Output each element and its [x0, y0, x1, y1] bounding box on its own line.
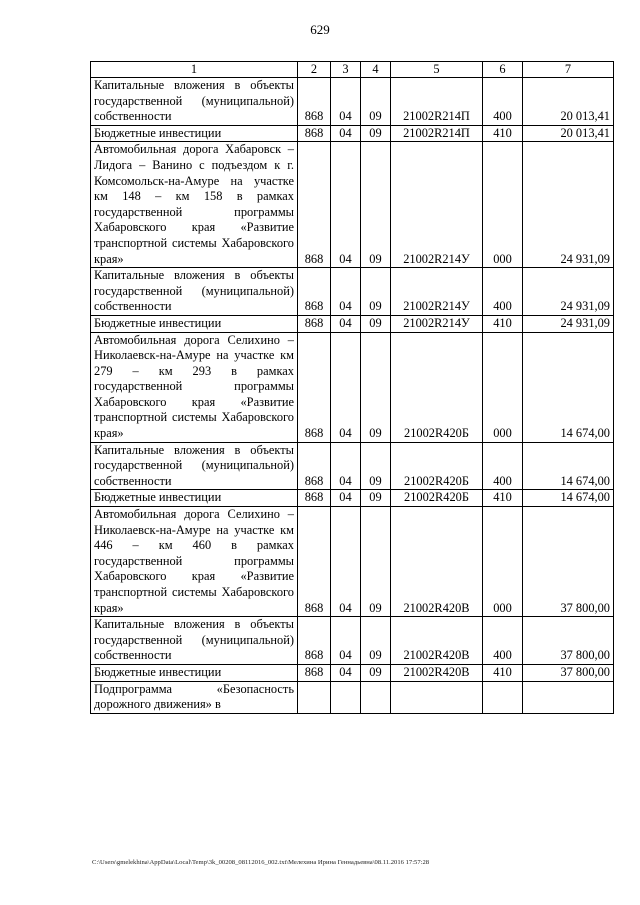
item-name: Бюджетные инвестиции — [91, 490, 298, 507]
expense-type: 410 — [483, 315, 523, 332]
target-article: 21002R420Б — [391, 332, 483, 442]
subsection-code: 09 — [361, 442, 391, 490]
section-code: 04 — [331, 507, 361, 617]
column-header: 4 — [361, 62, 391, 78]
ministry-code: 868 — [298, 78, 331, 126]
amount: 20 013,41 — [523, 125, 614, 142]
page-number: 629 — [310, 22, 330, 37]
budget-table — [90, 61, 614, 714]
table-row — [91, 268, 614, 316]
table-row — [91, 78, 614, 126]
item-name: Автомобильная дорога Селихино – Николаевск-на-Амуре на участке км 279 – км 293 в рамках государственной программы Хабаровского края «Развитие транспортной системы Хабаровского края» — [91, 332, 298, 442]
ministry-code: 868 — [298, 268, 331, 316]
target-article: 21002R420В — [391, 617, 483, 665]
item-name: Капитальные вложения в объекты государственной (муниципальной) собственности — [91, 617, 298, 665]
amount: 24 931,09 — [523, 142, 614, 268]
item-name: Бюджетные инвестиции — [91, 664, 298, 681]
ministry-code: 868 — [298, 332, 331, 442]
ministry-code: 868 — [298, 315, 331, 332]
table-row — [91, 664, 614, 681]
amount: 14 674,00 — [523, 332, 614, 442]
amount: 14 674,00 — [523, 490, 614, 507]
ministry-code: 868 — [298, 442, 331, 490]
subsection-code: 09 — [361, 78, 391, 126]
section-code: 04 — [331, 315, 361, 332]
table-row — [91, 617, 614, 665]
target-article: 21002R420Б — [391, 442, 483, 490]
section-code: 04 — [331, 664, 361, 681]
subsection-code: 09 — [361, 125, 391, 142]
target-article: 21002R420В — [391, 507, 483, 617]
column-header: 3 — [331, 62, 361, 78]
ministry-code: 868 — [298, 507, 331, 617]
amount: 20 013,41 — [523, 78, 614, 126]
table-row — [91, 142, 614, 268]
section-code: 04 — [331, 617, 361, 665]
subsection-code: 09 — [361, 507, 391, 617]
subsection-code: 09 — [361, 617, 391, 665]
expense-type: 400 — [483, 617, 523, 665]
table-row — [91, 125, 614, 142]
subsection-code: 09 — [361, 315, 391, 332]
item-name: Бюджетные инвестиции — [91, 315, 298, 332]
target-article — [391, 681, 483, 713]
item-name: Автомобильная дорога Хабаровск – Лидога – Ванино с подъездом к г. Комсомольск-на-Амуре на участке км 148 – км 158 в рамках государственной программы Хабаровского края «Развитие транспортной системы Хабаровского края» — [91, 142, 298, 268]
column-header: 2 — [298, 62, 331, 78]
item-name: Подпрограмма «Безопасность дорожного движения» в — [91, 681, 298, 713]
expense-type — [483, 681, 523, 713]
table-row — [91, 442, 614, 490]
table-row — [91, 681, 614, 713]
amount: 24 931,09 — [523, 268, 614, 316]
subsection-code — [361, 681, 391, 713]
section-code: 04 — [331, 125, 361, 142]
ministry-code: 868 — [298, 490, 331, 507]
expense-type: 000 — [483, 142, 523, 268]
section-code: 04 — [331, 78, 361, 126]
item-name: Автомобильная дорога Селихино – Николаевск-на-Амуре на участке км 446 – км 460 в рамках государственной программы Хабаровского края «Развитие транспортной системы Хабаровского края» — [91, 507, 298, 617]
section-code — [331, 681, 361, 713]
table-row — [91, 332, 614, 442]
column-header: 7 — [523, 62, 614, 78]
expense-type: 410 — [483, 490, 523, 507]
target-article: 21002R420В — [391, 664, 483, 681]
ministry-code: 868 — [298, 142, 331, 268]
ministry-code: 868 — [298, 617, 331, 665]
subsection-code: 09 — [361, 332, 391, 442]
amount: 37 800,00 — [523, 664, 614, 681]
ministry-code — [298, 681, 331, 713]
section-code: 04 — [331, 442, 361, 490]
subsection-code: 09 — [361, 268, 391, 316]
expense-type: 410 — [483, 125, 523, 142]
amount: 37 800,00 — [523, 507, 614, 617]
column-header: 6 — [483, 62, 523, 78]
expense-type: 000 — [483, 507, 523, 617]
amount: 14 674,00 — [523, 442, 614, 490]
expense-type: 400 — [483, 268, 523, 316]
item-name: Капитальные вложения в объекты государственной (муниципальной) собственности — [91, 268, 298, 316]
amount — [523, 681, 614, 713]
amount: 24 931,09 — [523, 315, 614, 332]
column-header: 1 — [91, 62, 298, 78]
table-header-row — [91, 62, 614, 78]
ministry-code: 868 — [298, 664, 331, 681]
column-header: 5 — [391, 62, 483, 78]
target-article: 21002R420Б — [391, 490, 483, 507]
target-article: 21002R214У — [391, 142, 483, 268]
item-name: Бюджетные инвестиции — [91, 125, 298, 142]
amount: 37 800,00 — [523, 617, 614, 665]
item-name: Капитальные вложения в объекты государственной (муниципальной) собственности — [91, 78, 298, 126]
target-article: 21002R214У — [391, 315, 483, 332]
expense-type: 400 — [483, 442, 523, 490]
ministry-code: 868 — [298, 125, 331, 142]
expense-type: 000 — [483, 332, 523, 442]
target-article: 21002R214П — [391, 78, 483, 126]
subsection-code: 09 — [361, 490, 391, 507]
expense-type: 400 — [483, 78, 523, 126]
table-row — [91, 507, 614, 617]
expense-type: 410 — [483, 664, 523, 681]
section-code: 04 — [331, 490, 361, 507]
subsection-code: 09 — [361, 142, 391, 268]
target-article: 21002R214У — [391, 268, 483, 316]
section-code: 04 — [331, 332, 361, 442]
table-row — [91, 490, 614, 507]
target-article: 21002R214П — [391, 125, 483, 142]
section-code: 04 — [331, 268, 361, 316]
item-name: Капитальные вложения в объекты государственной (муниципальной) собственности — [91, 442, 298, 490]
table-row — [91, 315, 614, 332]
file-path-footer: C:\Users\gmelekhina\AppData\Local\Temp\3k_00208_08112016_002.txt\Мелехина Ирина Геннадьевна\08.11.2016 17:57:28 — [92, 859, 430, 866]
section-code: 04 — [331, 142, 361, 268]
subsection-code: 09 — [361, 664, 391, 681]
